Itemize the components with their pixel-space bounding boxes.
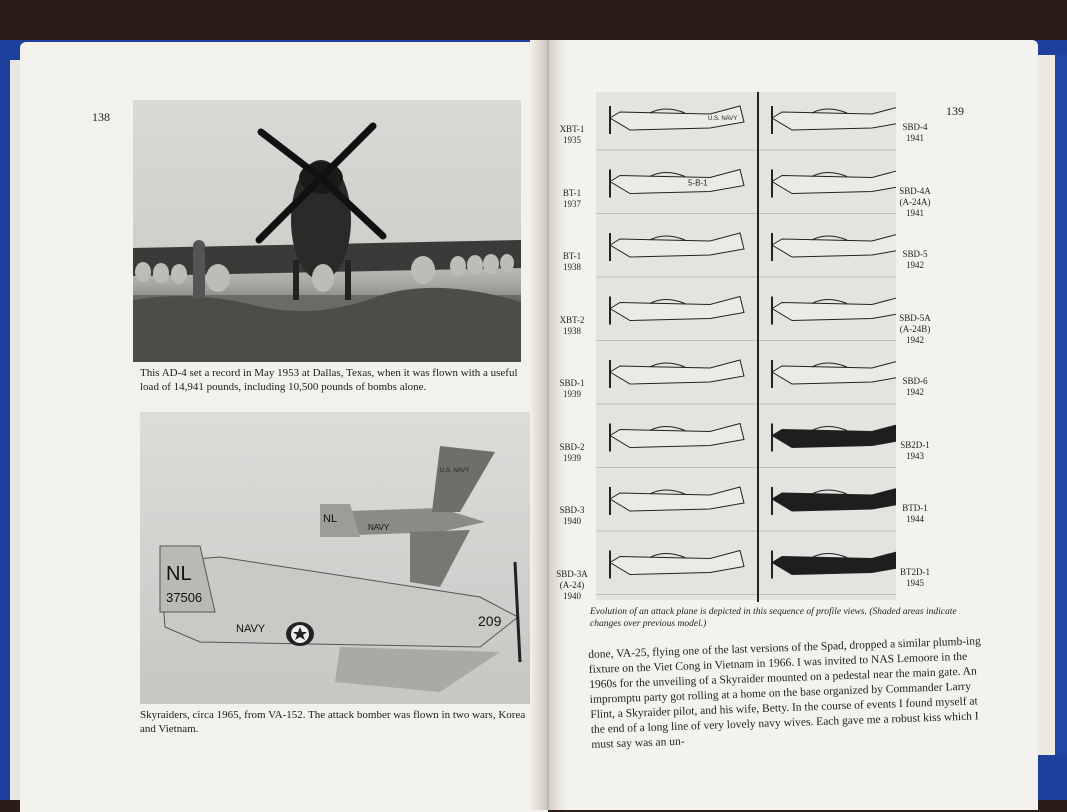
top-plane-wing: U.S. NAVY [440,468,470,474]
aircraft-profile [772,360,896,388]
aircraft-profile [772,297,896,325]
aircraft-profile [610,487,744,515]
bt1-marking: 5-B-1 [688,178,708,188]
skyraiders-caption: Skyraiders, circa 1965, from VA-152. The attack bomber was flown in two wars, Korea and Vietnam. [140,709,526,735]
profile-label-left: XBT-1 1935 [559,124,585,145]
profile-label-left: SBD-3A (A-24) 1940 [556,568,588,601]
skyraiders-photo [140,412,530,704]
left-page-number: 138 [92,110,110,124]
profile-label-right: SBD-5 1942 [902,249,928,270]
ad4-photo [133,100,521,362]
aircraft-profile [610,170,744,198]
profile-label-left: SBD-1 1939 [559,378,585,399]
aircraft-profile [610,297,744,325]
profile-label-left: BT-1 1938 [562,251,582,272]
aircraft-profile [772,106,896,134]
aircraft-profile [610,360,744,388]
aircraft-profile [772,170,896,198]
profile-label-right: SBD-6 1942 [902,376,928,397]
aircraft-profile [610,233,744,261]
aircraft-profile [610,424,744,452]
profile-label-left: SBD-2 1939 [559,441,585,463]
tail-code: NL [166,563,192,585]
profile-grid [596,92,896,600]
serial-number: 37506 [166,590,203,605]
profile-label-left: XBT-2 1938 [559,314,585,336]
aircraft-profile [772,487,896,515]
rear-plane-tail-code: NL [323,513,338,525]
profiles-caption: Evolution of an attack plane is depicted in this sequence of profile views. (Shaded areas indicate changes over previous model.) [590,607,957,629]
fuselage-navy: NAVY [236,623,266,635]
profile-label-right: SBD-5A (A-24B) 1942 [899,312,931,345]
profile-label-right: SB2D-1 1943 [900,439,930,461]
aircraft-profile [772,551,896,579]
aircraft-profile [610,551,744,579]
body-text: done, VA-25, flying one of the last versions of the Spad, dropped a similar plumb-ing fixture on the Viet Cong in Vietnam in 1966. I was invited to NAS Lemoore in the 1960s for the unveiling of a Skyraider mounted on a pedestal near the main gate. An impromptu party got rolling at a home on the base organized by Commander Larry Flint, a Skyraider pilot, and his wife, Betty. In the course of events I found myself at the end of a long line of very lovely navy wives. Each gave me a robust kiss which I must say was an un- [588,635,981,751]
book-gutter [530,40,566,810]
profile-label-right: BT2D-1 1945 [900,566,930,588]
ad4-caption: This AD-4 set a record in May 1953 at Dallas, Texas, when it was flown with a useful load of 14,941 pounds, including 10,500 pounds of bombs alone. [140,367,518,393]
nose-number: 209 [478,613,502,629]
profile-divider [757,92,759,602]
profile-label-right: BTD-1 1944 [902,503,928,524]
rear-plane-navy: NAVY [368,523,390,532]
aircraft-profile [772,424,896,452]
profile-label-left: BT-1 1937 [562,187,582,209]
xbt1-marking: U.S. NAVY [708,116,738,122]
profile-label-left: SBD-3 1940 [559,505,585,526]
profile-label-right: SBD-4A (A-24A) 1941 [899,185,931,218]
profile-label-right: SBD-4 1941 [902,122,928,143]
aircraft-profile [772,233,896,261]
right-page-number: 139 [946,104,964,118]
